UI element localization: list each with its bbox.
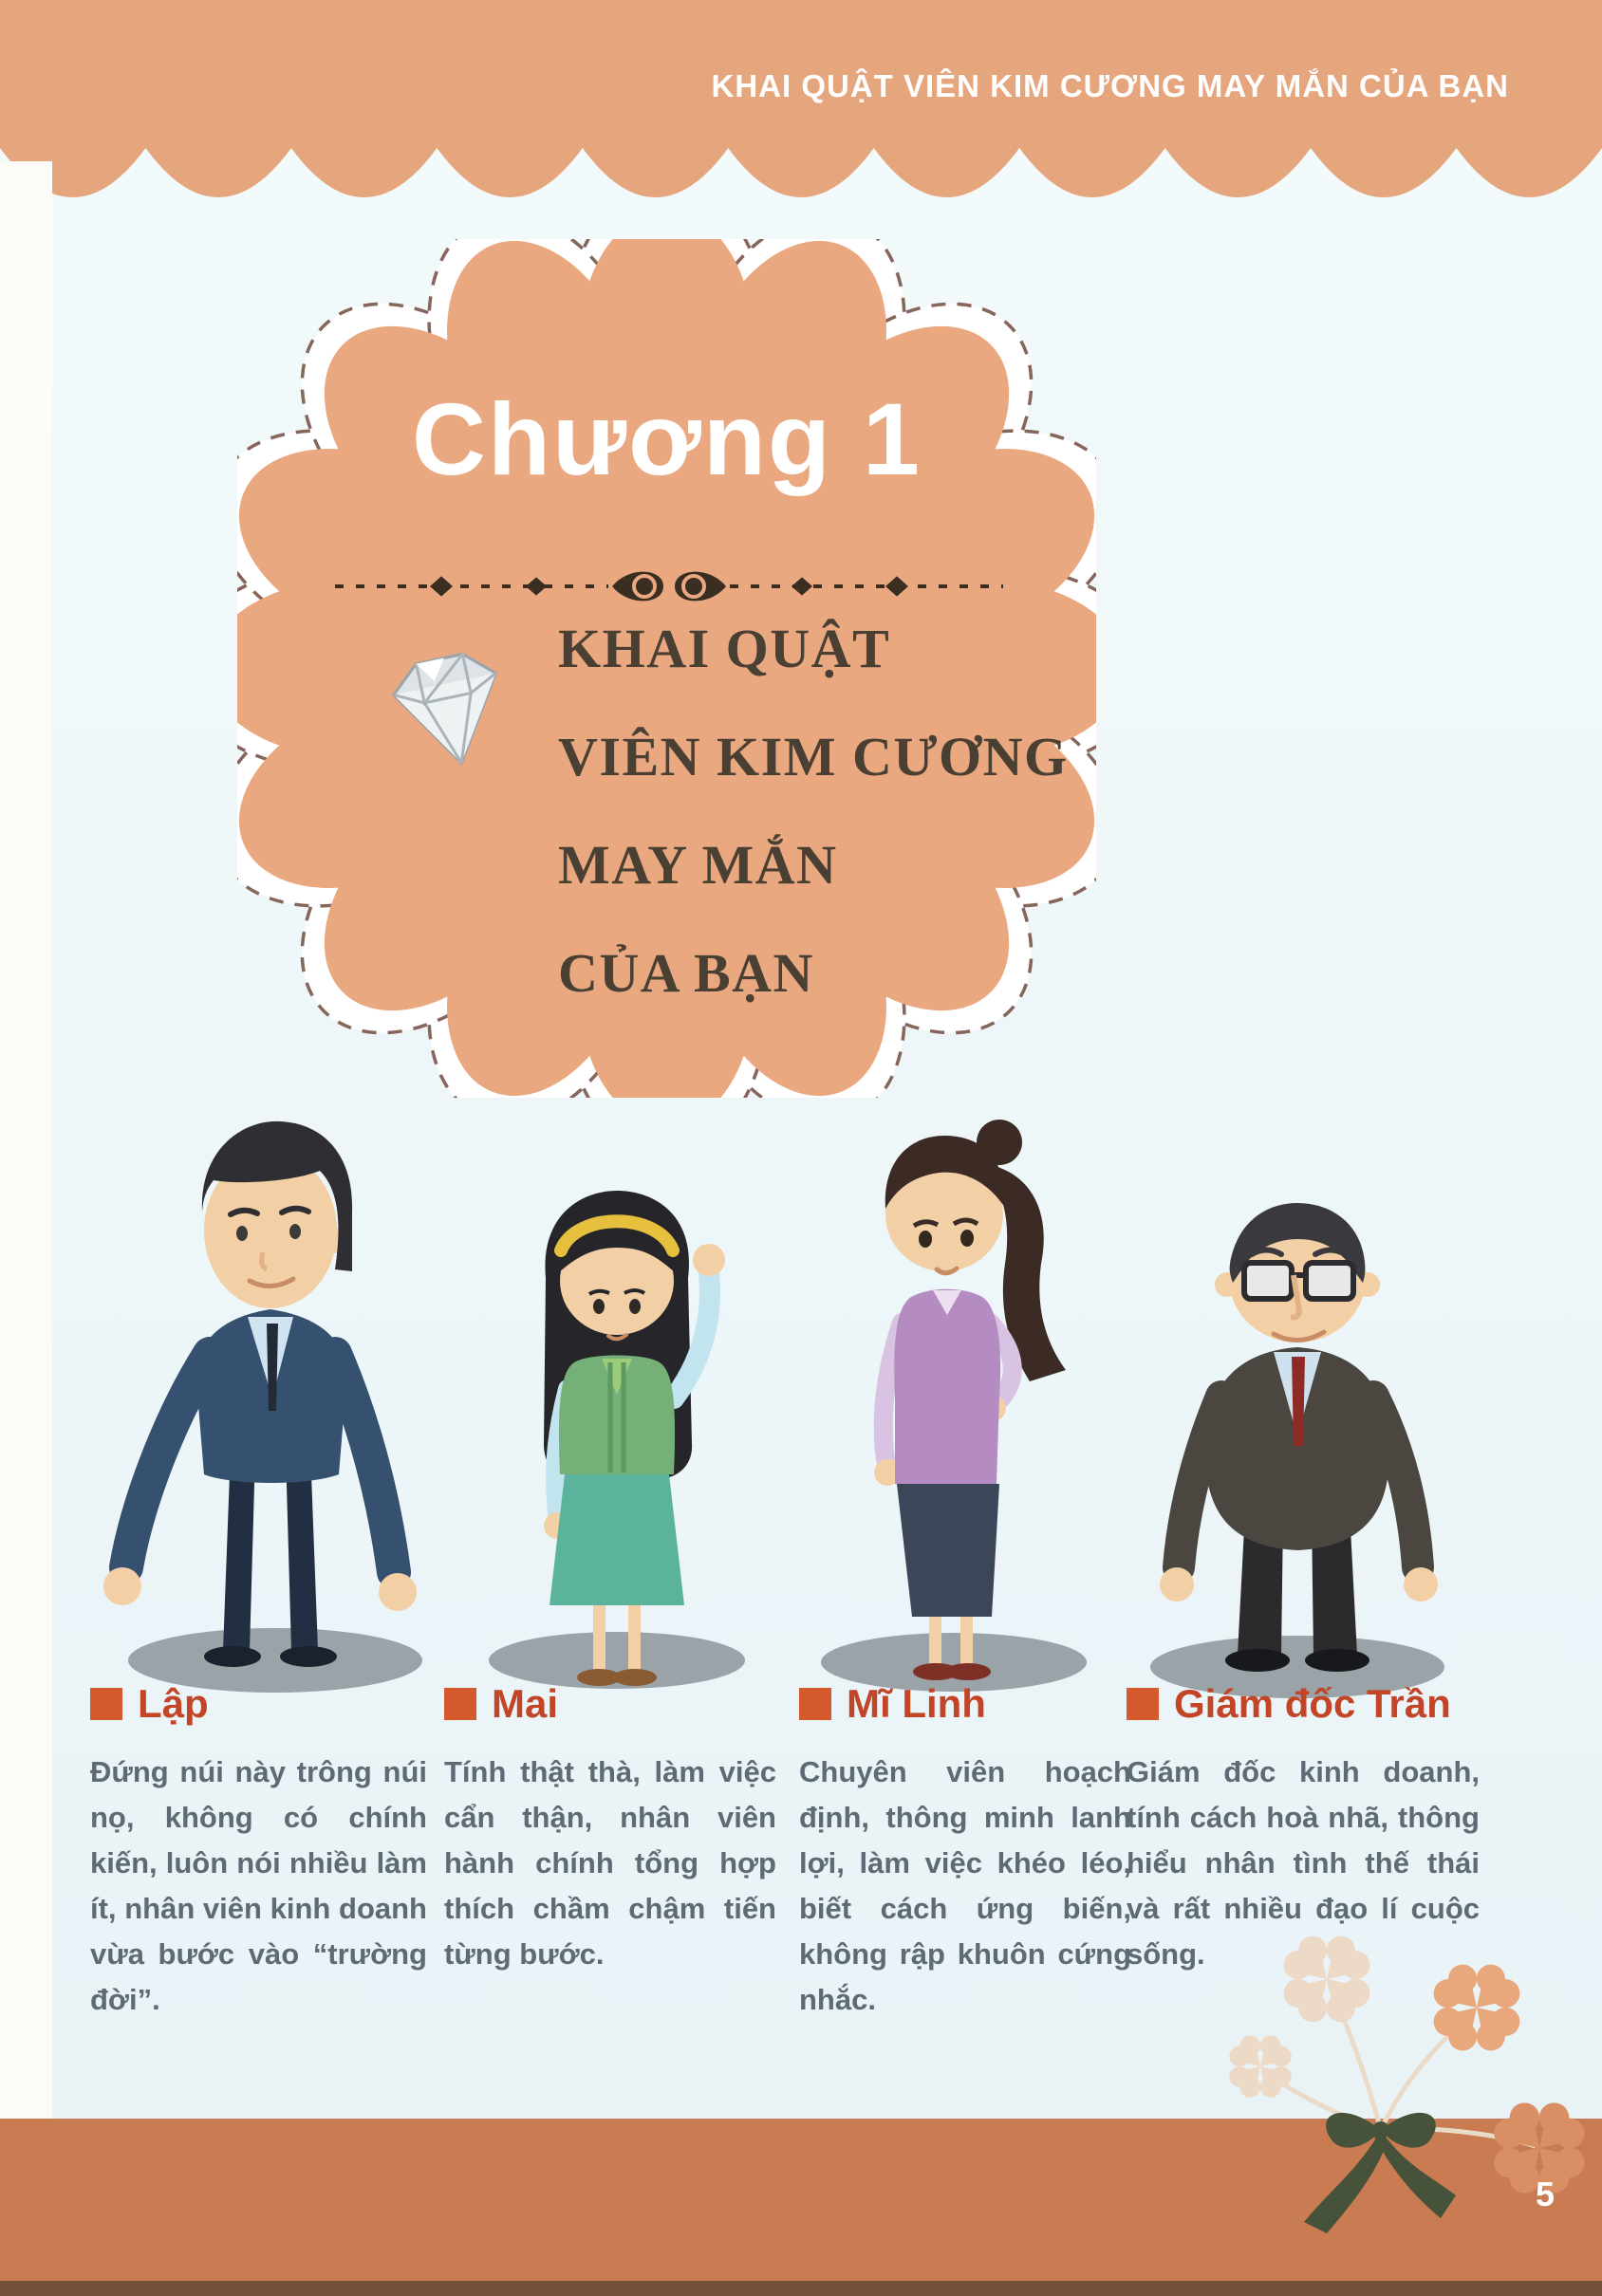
- character-milinh-illustration: [802, 1083, 1115, 1700]
- square-bullet-icon: [90, 1688, 122, 1720]
- character-tran-illustration: [1131, 1169, 1463, 1700]
- chapter-medallion: [237, 239, 1096, 1098]
- character-profile-tran: [1127, 1681, 1480, 1977]
- diamond-icon: [361, 642, 527, 785]
- scan-edge: [0, 2281, 1602, 2296]
- character-name: Mĩ Linh: [847, 1681, 986, 1726]
- character-profile-milinh: [799, 1681, 1131, 2023]
- chapter-title-line: MAY MẮN: [558, 834, 838, 896]
- character-description: Giám đốc kinh doanh, tính cách hoà nhã, thông hiểu nhân tình thế thái và rất nhiều đạo lí cuộc sống.: [1127, 1755, 1480, 1972]
- name-row: [444, 1681, 776, 1727]
- name-row: [1127, 1681, 1480, 1727]
- character-profile-lap: [90, 1681, 427, 2023]
- character-description: Tính thật thà, làm việc cẩn thận, nhân viên hành chính tổng hợp thích chầm chậm tiến từng bước.: [444, 1755, 776, 1972]
- square-bullet-icon: [444, 1688, 476, 1720]
- page-number: 5: [1535, 2175, 1555, 2213]
- page-margin-strip: [0, 161, 52, 2119]
- name-row: [90, 1681, 427, 1727]
- name-row: [799, 1681, 1131, 1727]
- square-bullet-icon: [1127, 1688, 1159, 1720]
- chapter-title-line: CỦA BẠN: [558, 942, 814, 1004]
- character-profile-mai: [444, 1681, 776, 1977]
- character-description: Đứng núi này trông núi nọ, không có chính kiến, luôn nói nhiều làm ít, nhân viên kinh doanh vừa bước vào “trường đời”.: [90, 1755, 427, 2017]
- ornament-divider: [327, 560, 1011, 613]
- character-name: Giám đốc Trần: [1174, 1681, 1451, 1726]
- square-bullet-icon: [799, 1688, 831, 1720]
- character-description: Chuyên viên hoạch định, thông minh lanh lợi, làm việc khéo léo, biết cách ứng biến, không rập khuôn cứng nhắc.: [799, 1755, 1131, 2017]
- running-header: KHAI QUẬT VIÊN KIM CƯƠNG MAY MẮN CỦA BẠN: [711, 68, 1509, 103]
- scallop-edge: [0, 142, 1602, 199]
- chapter-title-line: KHAI QUẬT: [558, 618, 891, 679]
- chapter-title-line: VIÊN KIM CƯƠNG: [558, 726, 1069, 787]
- character-mai-illustration: [470, 1159, 764, 1695]
- character-name: Mai: [492, 1681, 559, 1726]
- chapter-label: Chương 1: [412, 381, 922, 496]
- chapter-title: [558, 617, 1069, 1049]
- character-name: Lập: [138, 1681, 209, 1726]
- character-lap-illustration: [81, 1055, 432, 1700]
